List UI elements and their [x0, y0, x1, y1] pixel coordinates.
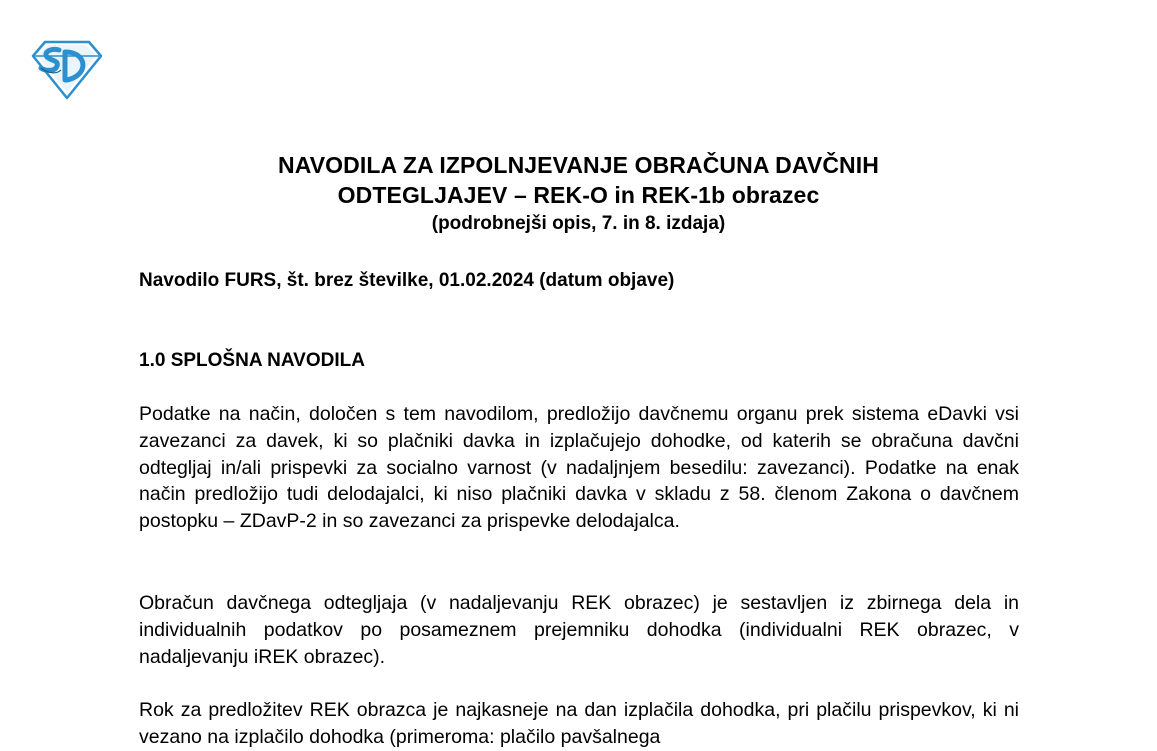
paragraph-1: Podatke na način, določen s tem navodilom, predložijo davčnemu organu prek sistema eDavki vsi zavezanci za davek, ki so plačniki davka in izplačujejo dohodke, od katerih se obračuna davčni odtegljaj in/ali prispevki za socialno varnost (v nadaljnjem besedilu: zavezanci). Podatke na enak način predložijo tudi delodajalci, ki niso plačniki davka v skladu z 58. členom Zakona o davčnem postopku – ZDavP-2 in so zavezanci za prispevke delodajalca.	[139, 403, 1019, 533]
paragraph-3: Rok za predložitev REK obrazca je najkasneje na dan izplačila dohodka, pri plačilu prispevkov, ki ni vezano na izplačilo dohodka (primeroma: plačilo pavšalnega	[139, 699, 1019, 748]
title-line-2: ODTEGLJAJEV – REK-O in REK-1b obrazec	[337, 182, 820, 208]
paragraph-2: Obračun davčnega odtegljaja (v nadaljevanju REK obrazec) je sestavljen iz zbirnega dela in individualnih podatkov po posameznem prejemniku dohodka (individualni REK obrazec, v nadaljevanju iREK obrazec).	[139, 592, 1019, 668]
title-line-1: NAVODILA ZA IZPOLNJEVANJE OBRAČUNA DAVČNIH	[278, 152, 879, 178]
document-reference: Navodilo FURS, št. brez številke, 01.02.2024 (datum objave)	[139, 270, 675, 291]
section-heading: 1.0 SPLOŠNA NAVODILA	[139, 350, 365, 371]
sd-diamond-logo-icon	[31, 40, 103, 100]
document-subtitle: (podrobnejši opis, 7. in 8. izdaja)	[431, 213, 726, 234]
document-title	[0, 150, 1157, 237]
